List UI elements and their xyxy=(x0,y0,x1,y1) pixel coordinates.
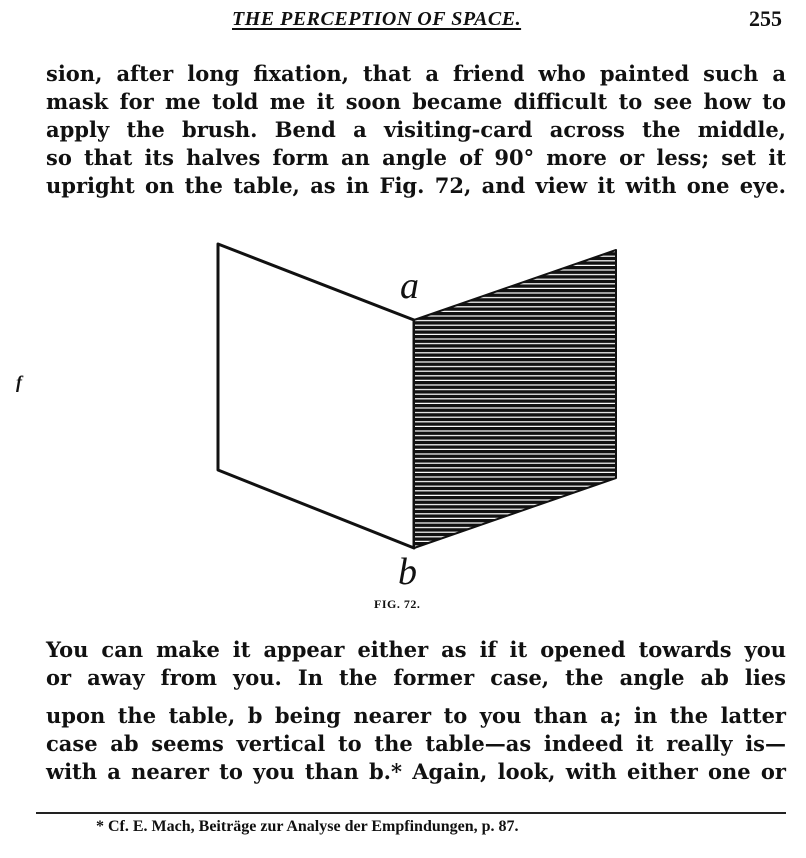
footnote: * Cf. E. Mach, Beiträge zur Analyse der Empfindungen, p. 87. xyxy=(96,818,519,835)
paragraph-bottom xyxy=(46,636,786,786)
figure-72 xyxy=(0,220,806,620)
text-line: so that its halves form an angle of 90° more or less; set it xyxy=(46,145,786,170)
figure-caption: FIG. 72. xyxy=(374,597,421,611)
card-left-face xyxy=(218,244,414,548)
margin-mark: f xyxy=(16,372,22,392)
page-number: 255 xyxy=(749,6,782,31)
label-a: a xyxy=(400,265,419,307)
text-line: or away from you. In the former case, the angle ab lies xyxy=(46,665,786,690)
text-line: mask for me told me it soon became difficult to see how to xyxy=(46,89,786,114)
text-line: upon the table, b being nearer to you than a; in the latter xyxy=(46,703,786,728)
paragraph-top xyxy=(46,60,786,200)
text-line: with a nearer to you than b.* Again, look, with either one or xyxy=(46,759,786,784)
card-right-face xyxy=(414,250,616,548)
running-title: THE PERCEPTION OF SPACE. xyxy=(232,8,522,30)
text-line: apply the brush. Bend a visiting-card across the middle, xyxy=(46,117,786,142)
text-line: upright on the table, as in Fig. 72, and view it with one eye. xyxy=(46,173,786,198)
text-line: sion, after long fixation, that a friend who painted such a xyxy=(46,61,786,86)
text-line: You can make it appear either as if it opened towards you xyxy=(46,637,786,662)
text-line: case ab seems vertical to the table—as indeed it really is— xyxy=(46,731,786,756)
label-b: b xyxy=(398,551,417,593)
footnote-rule xyxy=(36,812,786,814)
